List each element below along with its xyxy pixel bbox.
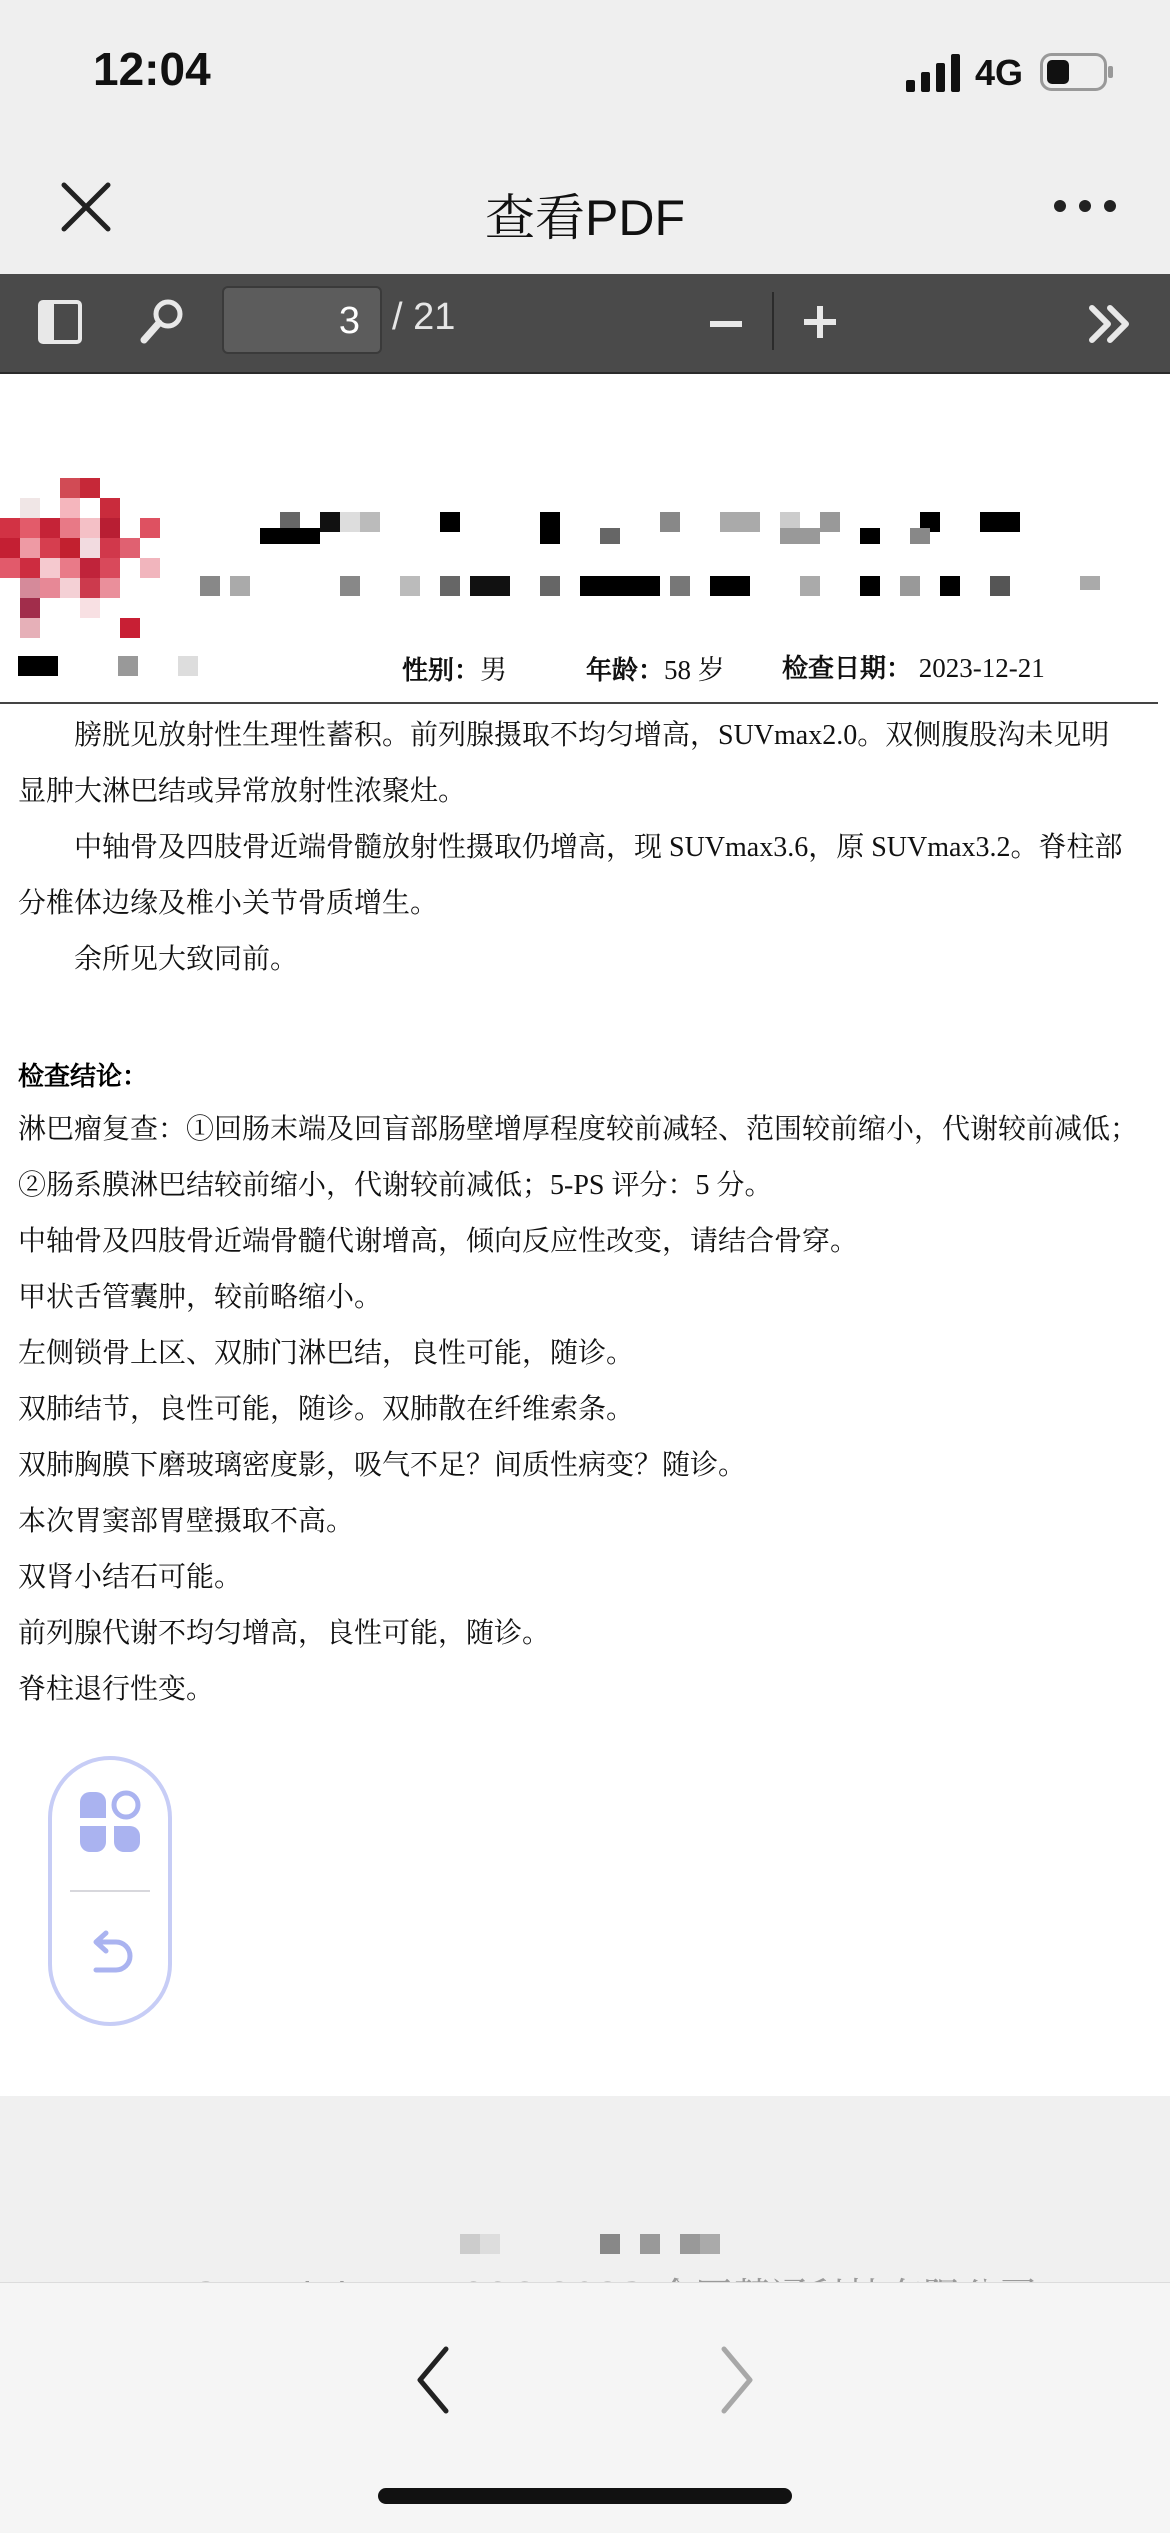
redacted-subtitle [200,576,1100,598]
forward-arrow-icon[interactable] [712,2343,762,2417]
text-line: 中轴骨及四肢骨近端骨髓放射性摄取仍增高，现 SUVmax3.6，原 SUVmax3.2。脊柱部 [18,832,1123,863]
page-total: / 21 [392,296,456,338]
zoom-in-icon[interactable] [800,302,840,342]
conclusion-line: 淋巴瘤复查：①回肠末端及回盲部肠壁增厚程度较前减轻、范围较前缩小，代谢较前减低； [18,1114,1139,1145]
gender-field [402,648,507,687]
exam-date-field [782,648,1045,685]
home-indicator [378,2488,792,2504]
toolbar-separator [772,292,774,350]
pdf-toolbar [0,274,1170,374]
age-field [586,648,725,687]
findings-paragraph-1 [18,708,1158,820]
conclusion-line: 双肺胸膜下磨玻璃密度影，吸气不足？间质性病变？随诊。 [18,1450,747,1481]
redacted-name [18,656,208,676]
redacted-title [190,512,1120,544]
zoom-out-icon[interactable] [706,304,746,344]
battery-icon [1040,53,1114,91]
conclusion-line: 脊柱退行性变。 [18,1674,215,1705]
findings-paragraph-2 [18,820,1158,932]
text-line: 膀胱见放射性生理性蓄积。前列腺摄取不均匀增高，SUVmax2.0。双侧腹股沟未见明 [18,720,1110,751]
floating-menu [48,1756,172,2026]
conclusion-line: 甲状舌管囊肿，较前略缩小。 [18,1282,383,1313]
exam-date-value: 2023-12-21 [918,653,1045,683]
conclusion-line: 本次胃窦部胃壁摄取不高。 [18,1506,355,1537]
signal-icon [906,52,962,92]
text-line: 余所见大致同前。 [18,944,299,975]
hospital-logo [0,478,170,646]
exam-date-label: 检查日期： [782,654,913,684]
status-bar [0,0,1170,140]
conclusion-line: 左侧锁骨上区、双肺门淋巴结，良性可能，随诊。 [18,1338,635,1369]
network-type: 4G [975,52,1024,93]
age-value: 58 岁 [664,655,725,685]
age-label: 年龄： [586,656,665,686]
gender-value: 男 [480,655,508,685]
text-line: 显肿大淋巴结或异常放射性浓聚灶。 [18,776,467,807]
page-title: 查看PDF [485,190,685,246]
header-divider [0,702,1158,704]
gender-label: 性别： [402,656,481,686]
nav-bar [0,140,1170,274]
more-icon[interactable] [1050,188,1120,224]
apps-icon[interactable] [76,1788,144,1856]
text-line: 分椎体边缘及椎小关节骨质增生。 [18,888,439,919]
conclusion-line: 双肾小结石可能。 [18,1562,243,1593]
page-number-input[interactable]: 3 [222,286,382,354]
conclusion-list [18,1102,1158,1718]
back-arrow-icon[interactable] [408,2343,458,2417]
conclusion-line: 双肺结节，良性可能，随诊。双肺散在纤维索条。 [18,1394,635,1425]
status-time: 12:04 [93,43,211,95]
redacted-footer [460,2234,740,2254]
undo-icon[interactable] [82,1928,138,1984]
sidebar-toggle-icon[interactable] [36,298,84,346]
search-icon[interactable] [138,296,188,346]
conclusion-line: 前列腺代谢不均匀增高，良性可能，随诊。 [18,1618,551,1649]
more-tools-icon[interactable] [1086,302,1136,346]
floating-menu-divider [70,1890,150,1892]
conclusion-line: ②肠系膜淋巴结较前缩小，代谢较前减低；5-PS 评分：5 分。 [18,1170,773,1201]
conclusion-line: 中轴骨及四肢骨近端骨髓代谢增高，倾向反应性改变，请结合骨穿。 [18,1226,859,1257]
conclusion-heading: 检查结论： [18,1062,149,1092]
findings-paragraph-3 [18,932,1158,988]
pdf-page [0,374,1170,2096]
